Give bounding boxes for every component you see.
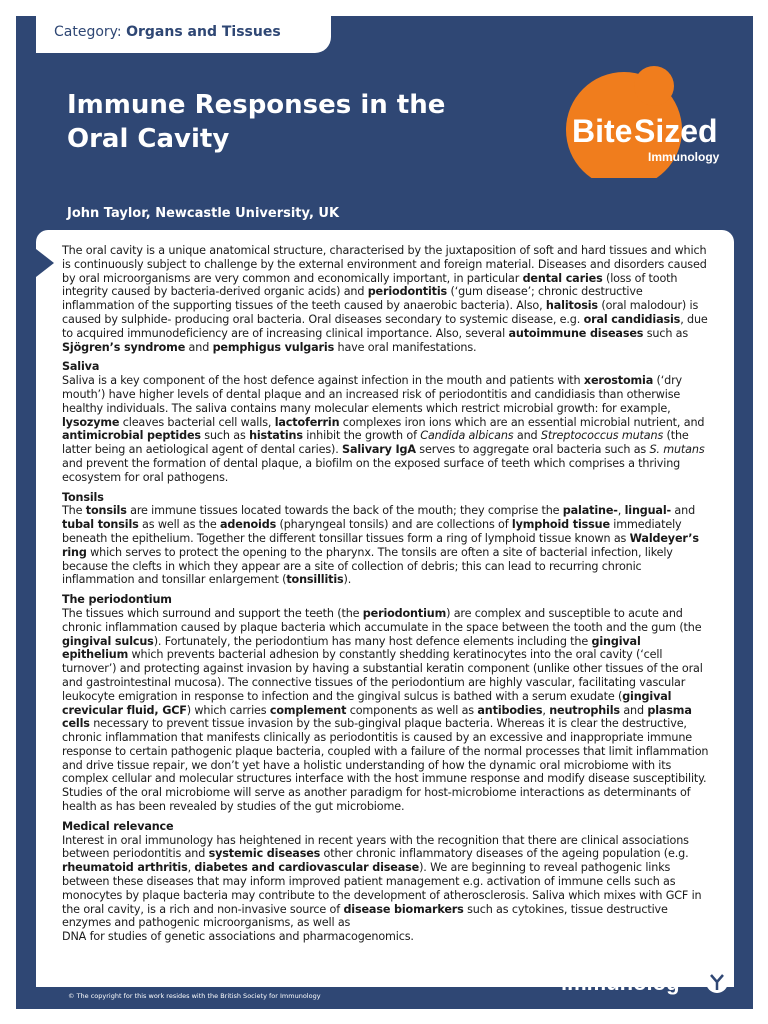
periodontium-paragraph: The tissues which surround and support the teeth (the periodontium) are complex and susceptible to acute and chronic inflammation caused by plaque bacteria which accumulate in the space between the tooth and the gum (the gingival sulcus). Fortunately, the periodontium has many host defence elements including the gingival epithelium which prevents bacterial adhesion by constantly shedding keratinocytes into the oral cavity (‘cell turnover’) and protecting against invasion by having a substantial keratin component (unlike other tissues of the oral and gastrointestinal mucosa). The connective tissues of the periodontium are highly vascular, facilitating vascular leukocyte emigration in response to infection and the gingival sulcus is bathed with a serum exudate (gingival crevicular fluid, GCF) which carries complement components as well as antibodies, neutrophils and plasma cells necessary to prevent tissue invasion by the sub-gingival plaque bacteria. Whereas it is clear the destructive, chronic inflammation that manifests clinically as periodontitis is caused by an excessive and inappropriate immune response to certain pathogenic plaque bacteria, coupled with a failure of the normal processes that limit inflammation and drive tissue repair, we don’t yet have a holistic understanding of how the dynamic oral microbiome with its complex cellular and molecular structures interface with the host immune response and modify disease susceptibility. Studies of the oral microbiome will serve as another paradigm for host-microbiome interactions as determinants of health as has been revealed by studies of the gut microbiome.	[62, 606, 709, 814]
bsi-logo	[545, 948, 735, 1004]
category-tab	[36, 12, 331, 53]
bsi-text-main: immunolog	[561, 970, 680, 995]
author-line: John Taylor, Newcastle University, UK	[67, 206, 340, 221]
pointer-arrow-icon	[36, 249, 54, 277]
tonsils-heading: Tonsils	[62, 490, 104, 504]
periodontium-heading: The periodontium	[62, 593, 172, 607]
page-title	[67, 88, 497, 156]
category-label: Category:	[54, 24, 122, 40]
medical-section	[62, 820, 710, 944]
intro-paragraph: The oral cavity is a unique anatomical structure, characterised by the juxtaposition of soft and hard tissues and which is continuously subject to challenge by the external environment and foreign material. Diseases and disorders caused by oral microorganisms are very common and economically important, in particular dental caries (loss of tooth integrity caused by bacteria-derived organic acids) and periodontitis (‘gum disease’; chronic destructive inflammation of the supporting tissues of the teeth caused by anaerobic bacteria). Also, halitosis (oral malodour) is caused by sulphide- producing oral bacteria. Oral diseases secondary to systemic disease, e.g. oral candidiasis, due to acquired immunodeficiency are of increasing clinical importance. Also, several autoimmune diseases such as Sjögren’s syndrome and pemphigus vulgaris have oral manifestations.	[62, 244, 708, 354]
category-value: Organs and Tissues	[126, 24, 281, 40]
medical-heading: Medical relevance	[62, 819, 174, 833]
logo-text-sized: Sized	[634, 113, 718, 149]
bsi-dot-icon	[725, 963, 731, 969]
saliva-paragraph: Saliva is a key component of the host defence against infection in the mouth and patients with xerostomia (‘dry mouth’) have higher levels of dental plaque and an increased risk of periodontitis and candidiasis than otherwise healthy individuals. The saliva contains many molecular elements which restrict microbial growth: for example, lysozyme cleaves bacterial cell walls, lactoferrin complexes iron ions which are an essential microbial nutrient, and antimicrobial peptides such as histatins inhibit the growth of Candida albicans and Streptococcus mutans (the latter being an aetiological agent of dental caries). Salivary IgA serves to aggregate oral bacteria such as S. mutans and prevent the formation of dental plaque, a biofilm on the exposed surface of teeth which comprises a thriving ecosystem for oral pathogens.	[62, 374, 705, 484]
saliva-heading: Saliva	[62, 360, 100, 374]
bsi-text-top: British Society for	[569, 961, 638, 970]
title-line-1: Immune Responses in the	[67, 90, 446, 120]
tonsils-paragraph: The tonsils are immune tissues located towards the back of the mouth; they comprise the palatine-, lingual- and tubal tonsils as well as the adenoids (pharyngeal tonsils) and are collections of lymphoid tissue immediately beneath the epithelium. Together the different tonsillar tissues form a ring of lymphoid tissue known as Waldeyer’s ring which serves to protect the opening to the pharynx. The tonsils are often a site of bacterial infection, likely because the clefts in which they appear are a site of collection of debris; this can lead to recurring chronic inflammation and tonsillar enlargement (tonsillitis).	[62, 504, 699, 587]
logo-text-bite: Bite	[572, 113, 633, 149]
logo-circle-small	[634, 66, 674, 106]
bitesized-logo	[560, 58, 745, 178]
tonsils-section	[62, 491, 710, 588]
saliva-section	[62, 360, 710, 484]
medical-paragraph: Interest in oral immunology has heightened in recent years with the recognition that there are clinical associations between periodontitis and systemic diseases other chronic inflammatory diseases of the ageing population (e.g. rheumatoid arthritis, diabetes and cardiovascular disease). We are beginning to reveal pathogenic links between these diseases that may inform improved patient management e.g. activation of immune cells such as monocytes by plaque bacteria may contribute to the development of atherosclerosis. Saliva which mixes with GCF in the oral cavity, is a rich and non-invasive source of disease biomarkers such as cytokines, tissue destructive enzymes and pathogenic microorganisms, as well as DNA for studies of genetic associations and pharmacogenomics.	[62, 833, 702, 944]
title-line-2: Oral Cavity	[67, 124, 230, 154]
periodontium-section	[62, 593, 710, 814]
logo-text-immunology: Immunology	[648, 150, 720, 164]
article-body	[62, 244, 710, 950]
copyright-notice: © The copyright for this work resides with the British Society for Immunology	[68, 992, 321, 1000]
